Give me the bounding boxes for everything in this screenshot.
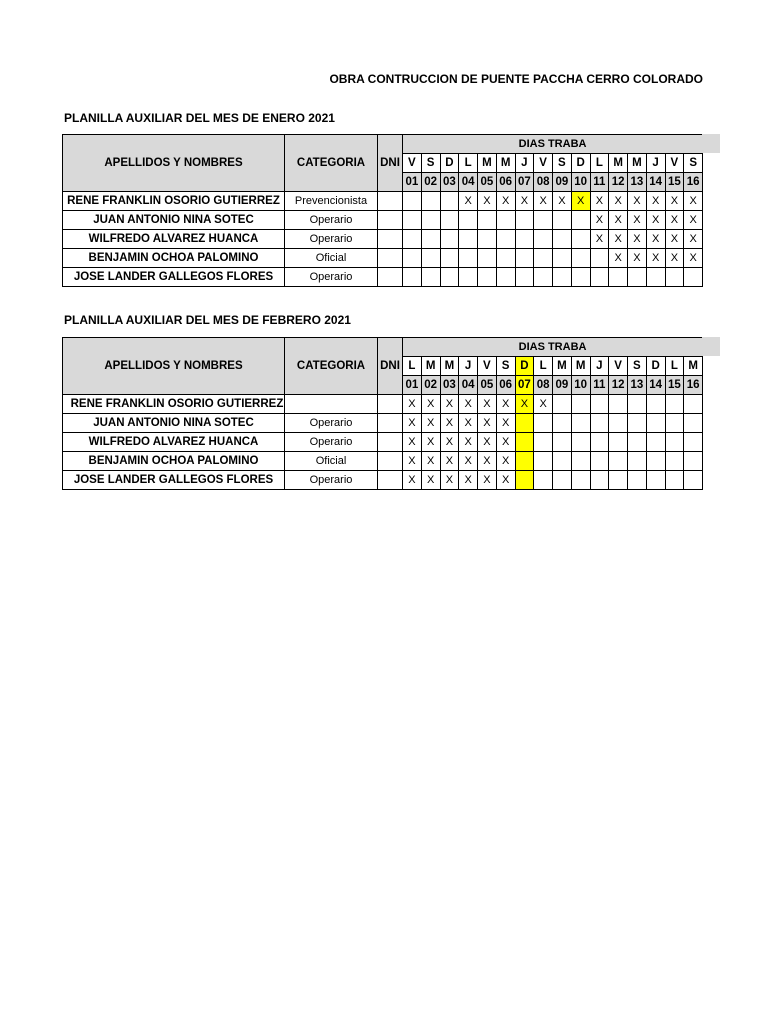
attendance-mark: X (609, 249, 628, 268)
attendance-mark (515, 414, 534, 433)
weekday-cell: M (609, 154, 628, 173)
attendance-mark: X (421, 414, 440, 433)
attendance-mark (478, 268, 497, 287)
attendance-mark: X (478, 452, 497, 471)
attendance-mark: X (684, 230, 703, 249)
attendance-mark: X (496, 395, 515, 414)
attendance-mark (421, 211, 440, 230)
day-number-cell: 05 (478, 376, 497, 395)
weekday-cell: V (534, 154, 553, 173)
attendance-mark (403, 268, 422, 287)
header-names: APELLIDOS Y NOMBRES (63, 338, 285, 395)
attendance-mark: X (665, 230, 684, 249)
attendance-mark (609, 452, 628, 471)
attendance-mark: X (496, 433, 515, 452)
weekday-cell: D (571, 154, 590, 173)
table-row (63, 268, 703, 287)
attendance-mark (440, 211, 459, 230)
attendance-mark (590, 471, 609, 490)
attendance-mark (684, 433, 703, 452)
table-row (63, 414, 703, 433)
employee-name: BENJAMIN OCHOA PALOMINO (63, 452, 285, 471)
day-number-cell: 11 (590, 376, 609, 395)
attendance-mark (628, 395, 647, 414)
attendance-mark (515, 471, 534, 490)
employee-name: JUAN ANTONIO NINA SOTEC (63, 414, 285, 433)
employee-category: Operario (285, 230, 378, 249)
attendance-mark (571, 414, 590, 433)
attendance-mark (515, 249, 534, 268)
attendance-mark (421, 249, 440, 268)
day-number-cell: 09 (553, 173, 572, 192)
attendance-mark: X (496, 192, 515, 211)
employee-name: JOSE LANDER GALLEGOS FLORES (63, 268, 285, 287)
table-row (63, 211, 703, 230)
attendance-mark: X (478, 395, 497, 414)
attendance-mark: X (478, 433, 497, 452)
attendance-mark: X (534, 192, 553, 211)
table-row (63, 395, 703, 414)
weekday-cell: S (628, 357, 647, 376)
attendance-mark (440, 249, 459, 268)
attendance-mark: X (459, 414, 478, 433)
attendance-mark: X (590, 192, 609, 211)
attendance-mark: X (403, 433, 422, 452)
sheet-title-enero: PLANILLA AUXILIAR DEL MES DE ENERO 2021 (64, 111, 335, 125)
employee-category: Oficial (285, 249, 378, 268)
table-row (63, 452, 703, 471)
attendance-mark: X (440, 452, 459, 471)
attendance-mark: X (515, 192, 534, 211)
attendance-mark: X (403, 471, 422, 490)
weekday-cell: M (571, 357, 590, 376)
attendance-mark (628, 471, 647, 490)
attendance-table-febrero (62, 337, 703, 494)
attendance-mark: X (684, 211, 703, 230)
day-number-cell: 13 (628, 173, 647, 192)
weekday-cell: V (478, 357, 497, 376)
attendance-mark: X (459, 395, 478, 414)
employee-dni (378, 395, 403, 414)
employee-category (285, 395, 378, 414)
attendance-mark (571, 249, 590, 268)
attendance-mark (478, 211, 497, 230)
header-band-extension (703, 134, 720, 153)
employee-category: Operario (285, 414, 378, 433)
attendance-mark (646, 395, 665, 414)
attendance-mark: X (440, 414, 459, 433)
employee-category: Prevencionista (285, 192, 378, 211)
attendance-mark: X (646, 211, 665, 230)
attendance-mark (534, 268, 553, 287)
day-number-cell: 15 (665, 173, 684, 192)
day-number-cell: 16 (684, 376, 703, 395)
attendance-mark: X (403, 395, 422, 414)
attendance-mark (684, 471, 703, 490)
header-category: CATEGORIA (285, 135, 378, 192)
attendance-mark: X (646, 192, 665, 211)
attendance-mark: X (459, 192, 478, 211)
weekday-cell: S (496, 357, 515, 376)
attendance-mark (440, 230, 459, 249)
attendance-mark (590, 268, 609, 287)
attendance-mark (478, 230, 497, 249)
attendance-mark (665, 395, 684, 414)
attendance-mark: X (590, 230, 609, 249)
day-number-cell: 01 (403, 376, 422, 395)
employee-dni (378, 471, 403, 490)
attendance-mark: X (421, 452, 440, 471)
employee-category: Oficial (285, 452, 378, 471)
header-names: APELLIDOS Y NOMBRES (63, 135, 285, 192)
employee-dni (378, 211, 403, 230)
employee-dni (378, 268, 403, 287)
attendance-mark (553, 452, 572, 471)
attendance-mark (496, 268, 515, 287)
attendance-mark (421, 192, 440, 211)
attendance-mark: X (496, 414, 515, 433)
attendance-mark: X (665, 192, 684, 211)
attendance-mark: X (459, 452, 478, 471)
attendance-mark: X (628, 211, 647, 230)
day-number-cell: 07 (515, 376, 534, 395)
weekday-cell: D (646, 357, 665, 376)
attendance-mark (684, 452, 703, 471)
attendance-mark (646, 471, 665, 490)
attendance-mark: X (628, 230, 647, 249)
employee-dni (378, 230, 403, 249)
weekday-cell: D (515, 357, 534, 376)
employee-name: JUAN ANTONIO NINA SOTEC (63, 211, 285, 230)
weekday-cell: V (403, 154, 422, 173)
attendance-mark (421, 268, 440, 287)
attendance-mark (571, 433, 590, 452)
weekday-cell: M (421, 357, 440, 376)
attendance-mark (403, 192, 422, 211)
day-number-cell: 14 (646, 376, 665, 395)
attendance-mark (684, 268, 703, 287)
attendance-mark (628, 414, 647, 433)
attendance-mark (496, 230, 515, 249)
attendance-mark: X (534, 395, 553, 414)
header-band-extension (703, 337, 720, 356)
weekday-cell: D (440, 154, 459, 173)
attendance-mark (684, 395, 703, 414)
attendance-mark: X (628, 192, 647, 211)
attendance-mark: X (665, 249, 684, 268)
header-days-worked: DIAS TRABA (403, 135, 703, 154)
day-number-cell: 12 (609, 173, 628, 192)
weekday-cell: S (684, 154, 703, 173)
attendance-mark (590, 249, 609, 268)
attendance-mark (534, 452, 553, 471)
attendance-mark (534, 471, 553, 490)
attendance-mark (440, 192, 459, 211)
attendance-mark (590, 395, 609, 414)
attendance-mark (440, 268, 459, 287)
attendance-mark (515, 268, 534, 287)
attendance-mark (571, 395, 590, 414)
attendance-mark: X (478, 471, 497, 490)
table-row (63, 471, 703, 490)
attendance-mark (515, 452, 534, 471)
attendance-mark (496, 249, 515, 268)
day-number-cell: 10 (571, 376, 590, 395)
attendance-mark (628, 268, 647, 287)
attendance-mark (515, 211, 534, 230)
weekday-cell: M (628, 154, 647, 173)
attendance-mark: X (609, 211, 628, 230)
day-number-cell: 06 (496, 173, 515, 192)
attendance-mark (459, 268, 478, 287)
attendance-mark (571, 471, 590, 490)
employee-name: WILFREDO ALVAREZ HUANCA (63, 433, 285, 452)
day-number-cell: 03 (440, 376, 459, 395)
attendance-grid (62, 134, 703, 287)
attendance-mark (553, 433, 572, 452)
attendance-mark (478, 249, 497, 268)
attendance-mark (553, 414, 572, 433)
attendance-mark: X (440, 471, 459, 490)
attendance-mark: X (590, 211, 609, 230)
weekday-cell: M (496, 154, 515, 173)
attendance-mark: X (665, 211, 684, 230)
attendance-mark (515, 433, 534, 452)
attendance-mark (609, 414, 628, 433)
attendance-mark: X (496, 452, 515, 471)
day-number-cell: 13 (628, 376, 647, 395)
weekday-cell: M (440, 357, 459, 376)
employee-name: RENE FRANKLIN OSORIO GUTIERREZ (63, 192, 285, 211)
attendance-mark (553, 230, 572, 249)
attendance-mark (534, 230, 553, 249)
attendance-mark (609, 471, 628, 490)
day-number-cell: 06 (496, 376, 515, 395)
day-number-cell: 02 (421, 173, 440, 192)
employee-category: Operario (285, 211, 378, 230)
attendance-mark: X (684, 249, 703, 268)
attendance-mark: X (421, 471, 440, 490)
day-number-cell: 08 (534, 376, 553, 395)
attendance-mark (665, 433, 684, 452)
attendance-mark (459, 249, 478, 268)
header-dni: DNI (378, 338, 403, 395)
attendance-mark: X (646, 230, 665, 249)
attendance-mark (646, 414, 665, 433)
attendance-mark (665, 268, 684, 287)
employee-name: BENJAMIN OCHOA PALOMINO (63, 249, 285, 268)
sheet-title-febrero: PLANILLA AUXILIAR DEL MES DE FEBRERO 2021 (64, 313, 351, 327)
weekday-cell: V (609, 357, 628, 376)
table-row (63, 249, 703, 268)
table-row (63, 192, 703, 211)
attendance-mark: X (646, 249, 665, 268)
day-number-cell: 05 (478, 173, 497, 192)
employee-category: Operario (285, 471, 378, 490)
employee-name: WILFREDO ALVAREZ HUANCA (63, 230, 285, 249)
attendance-mark (665, 471, 684, 490)
attendance-mark: X (553, 192, 572, 211)
attendance-mark: X (459, 433, 478, 452)
attendance-mark: X (478, 192, 497, 211)
weekday-cell: M (553, 357, 572, 376)
attendance-mark (515, 230, 534, 249)
attendance-mark: X (571, 192, 590, 211)
day-number-cell: 15 (665, 376, 684, 395)
attendance-mark (534, 249, 553, 268)
attendance-mark (609, 268, 628, 287)
employee-dni (378, 414, 403, 433)
attendance-mark (534, 414, 553, 433)
weekday-cell: J (459, 357, 478, 376)
attendance-mark (590, 433, 609, 452)
attendance-mark: X (440, 433, 459, 452)
weekday-cell: J (646, 154, 665, 173)
day-number-cell: 04 (459, 376, 478, 395)
attendance-mark (665, 414, 684, 433)
weekday-cell: L (534, 357, 553, 376)
attendance-mark (403, 230, 422, 249)
attendance-mark: X (421, 433, 440, 452)
attendance-mark (571, 230, 590, 249)
employee-dni (378, 192, 403, 211)
day-number-cell: 08 (534, 173, 553, 192)
weekday-cell: L (459, 154, 478, 173)
employee-dni (378, 433, 403, 452)
attendance-mark (534, 433, 553, 452)
attendance-mark (590, 452, 609, 471)
weekday-cell: S (553, 154, 572, 173)
employee-category: Operario (285, 268, 378, 287)
day-number-cell: 16 (684, 173, 703, 192)
attendance-mark (665, 452, 684, 471)
attendance-mark (553, 268, 572, 287)
attendance-mark (534, 211, 553, 230)
day-number-cell: 07 (515, 173, 534, 192)
attendance-mark (590, 414, 609, 433)
header-days-worked: DIAS TRABA (403, 338, 703, 357)
day-number-cell: 03 (440, 173, 459, 192)
header-dni: DNI (378, 135, 403, 192)
attendance-mark (571, 452, 590, 471)
attendance-mark: X (459, 471, 478, 490)
attendance-mark (684, 414, 703, 433)
attendance-mark (628, 452, 647, 471)
day-number-cell: 14 (646, 173, 665, 192)
attendance-mark (553, 395, 572, 414)
attendance-mark (496, 211, 515, 230)
employee-dni (378, 249, 403, 268)
attendance-mark (646, 268, 665, 287)
attendance-mark (609, 395, 628, 414)
weekday-cell: L (590, 154, 609, 173)
table-row (63, 433, 703, 452)
attendance-mark: X (684, 192, 703, 211)
day-number-cell: 09 (553, 376, 572, 395)
attendance-mark: X (609, 192, 628, 211)
day-number-cell: 04 (459, 173, 478, 192)
weekday-cell: M (684, 357, 703, 376)
attendance-mark: X (440, 395, 459, 414)
employee-name: JOSE LANDER GALLEGOS FLORES (63, 471, 285, 490)
attendance-mark: X (496, 471, 515, 490)
weekday-cell: M (478, 154, 497, 173)
day-number-cell: 11 (590, 173, 609, 192)
day-number-cell: 01 (403, 173, 422, 192)
attendance-mark: X (609, 230, 628, 249)
header-category: CATEGORIA (285, 338, 378, 395)
weekday-cell: V (665, 154, 684, 173)
employee-category: Operario (285, 433, 378, 452)
weekday-cell: J (515, 154, 534, 173)
attendance-mark (628, 433, 647, 452)
attendance-mark (459, 230, 478, 249)
day-number-cell: 12 (609, 376, 628, 395)
employee-name: RENE FRANKLIN OSORIO GUTIERREZ (63, 395, 285, 414)
attendance-mark (571, 268, 590, 287)
attendance-mark (403, 249, 422, 268)
employee-dni (378, 452, 403, 471)
attendance-mark (553, 211, 572, 230)
attendance-mark: X (515, 395, 534, 414)
attendance-mark: X (478, 414, 497, 433)
weekday-cell: S (421, 154, 440, 173)
attendance-mark (571, 211, 590, 230)
attendance-mark (421, 230, 440, 249)
attendance-mark: X (421, 395, 440, 414)
document-title: OBRA CONTRUCCION DE PUENTE PACCHA CERRO COLORADO (329, 72, 703, 86)
attendance-mark (646, 452, 665, 471)
attendance-grid (62, 337, 703, 490)
weekday-cell: J (590, 357, 609, 376)
attendance-mark (403, 211, 422, 230)
attendance-mark (553, 249, 572, 268)
attendance-mark (459, 211, 478, 230)
day-number-cell: 10 (571, 173, 590, 192)
attendance-table-enero (62, 134, 703, 291)
attendance-mark (609, 433, 628, 452)
table-row (63, 230, 703, 249)
weekday-cell: L (403, 357, 422, 376)
attendance-mark (646, 433, 665, 452)
attendance-mark: X (403, 452, 422, 471)
day-number-cell: 02 (421, 376, 440, 395)
weekday-cell: L (665, 357, 684, 376)
attendance-mark (553, 471, 572, 490)
attendance-mark: X (628, 249, 647, 268)
attendance-mark: X (403, 414, 422, 433)
